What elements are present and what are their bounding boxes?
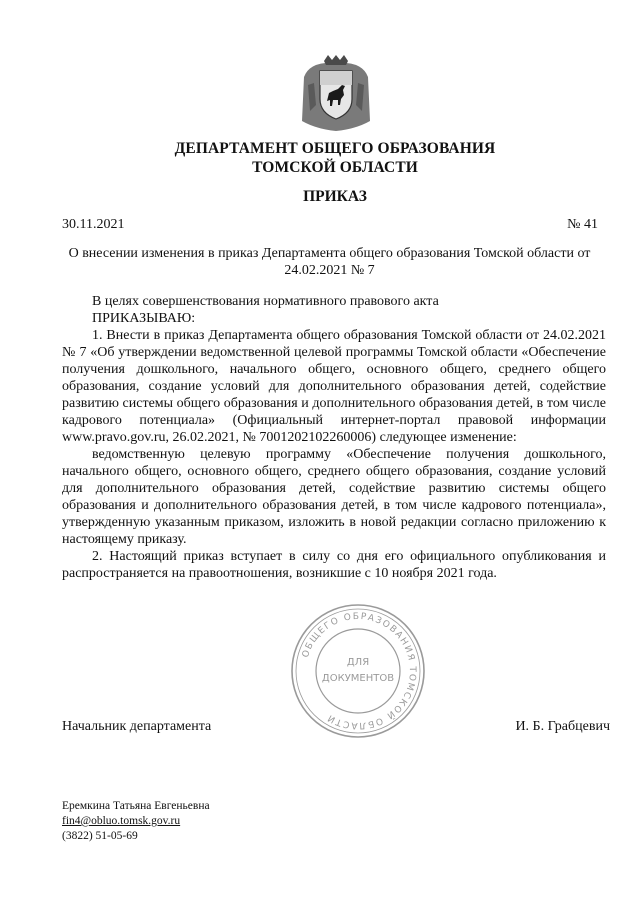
stamp-center-line2: ДОКУМЕНТОВ bbox=[321, 673, 395, 684]
contact-block bbox=[62, 799, 210, 844]
contact-phone: (3822) 51-05-69 bbox=[62, 830, 138, 842]
document-type: ПРИКАЗ bbox=[303, 188, 367, 205]
body-intro: В целях совершенствования нормативного правового акта bbox=[92, 294, 439, 309]
signatory-name: И. Б. Грабцевич bbox=[515, 719, 610, 734]
body-item-2: 2. Настоящий приказ вступает в силу со дня его официального опубликования и распространяется на правоотношения, возникшие с 10 ноября 2021 года. bbox=[62, 549, 606, 581]
stamp-center-line1: ДЛЯ bbox=[346, 657, 370, 668]
document-body bbox=[62, 293, 606, 582]
body-order-word: ПРИКАЗЫВАЮ: bbox=[92, 311, 196, 326]
contact-name: Еремкина Татьяна Евгеньевна bbox=[62, 800, 210, 812]
body-item-1-detail: ведомственную целевую программу «Обеспечение получения дошкольного, начального общего, основного общего, среднего общего образования, создание условий для дополнительного образования детей, содействие развитию системы общего образования и дополнительного образования детей, в том числе кадрового потенциала», утвержденную указанным приказом, изложить в новой редакции согласно приложению к настоящему приказу. bbox=[62, 447, 606, 547]
stamp-ring-text: ОБЩЕГО ОБРАЗОВАНИЯ ТОМСКОЙ ОБЛАСТИ bbox=[300, 611, 418, 731]
org-name-line1: ДЕПАРТАМЕНТ ОБЩЕГО ОБРАЗОВАНИЯ bbox=[174, 140, 496, 157]
signatory-title: Начальник департамента bbox=[62, 719, 212, 734]
official-stamp bbox=[288, 601, 428, 741]
coat-of-arms-icon bbox=[300, 55, 372, 133]
body-item-1: 1. Внести в приказ Департамента общего образования Томской области от 24.02.2021 № 7 «Об утверждении ведомственной целевой программы Томской области «Обеспечение получения дошкольного, начального общего, основного общего, среднего общего образования, создание условий для дополнительного образования детей, содействие развитию системы общего образования и дополнительного образования детей, в том числе кадрового потенциала» (Официальный интернет-портал правовой информации www.pravo.gov.ru, 26.02.2021, № 7001202102260006) следующее изменение: bbox=[62, 328, 606, 445]
document-date: 30.11.2021 bbox=[62, 217, 125, 232]
document-subject: О внесении изменения в приказ Департамента общего образования Томской области от 24.02.2021 № 7 bbox=[68, 246, 591, 278]
contact-email-link[interactable]: fin4@obluo.tomsk.gov.ru bbox=[62, 815, 181, 827]
org-name-line2: ТОМСКОЙ ОБЛАСТИ bbox=[252, 159, 418, 176]
document-number: № 41 bbox=[567, 217, 598, 232]
